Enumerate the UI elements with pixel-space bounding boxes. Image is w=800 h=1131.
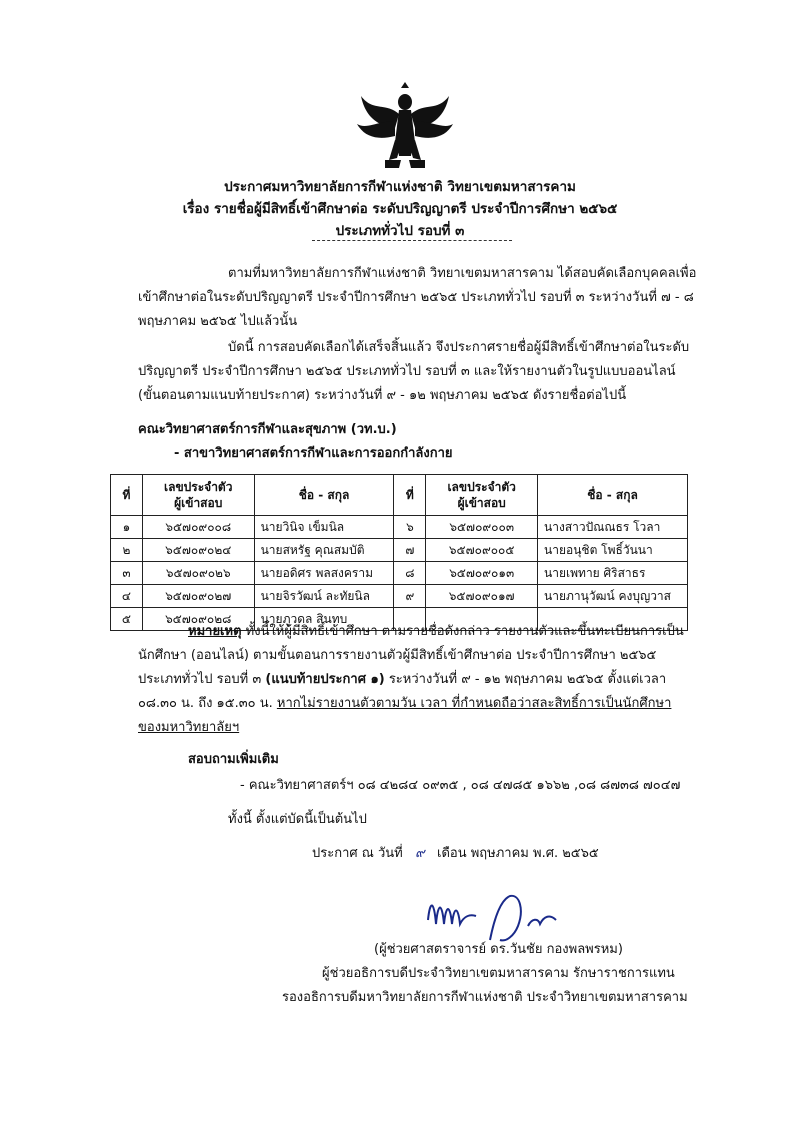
intro-p2-line1: บัดนี้ การสอบคัดเลือกได้เสร็จสิ้นแล้ว จึงประกาศรายชื่อผู้มีสิทธิ์เข้าศึกษาต่อในระดับ [228, 340, 690, 355]
intro-p2-line2: ปริญญาตรี ประจำปีการศึกษา ๒๕๖๕ ประเภททั่วไป รอบที่ ๓ และให้รายงานตัวในรูปแบบออนไลน์ [138, 364, 676, 379]
row-no: ๙ [394, 585, 426, 608]
table-row [111, 516, 688, 539]
remark-label: หมายเหตุ [188, 624, 242, 639]
admitted-students-table [110, 474, 688, 631]
row-id: ๖๕๗๐๙๐๐๘ [142, 516, 254, 539]
faculty-heading: คณะวิทยาศาสตร์การกีฬาและสุขภาพ (วท.บ.) [138, 422, 397, 437]
intro-p1-line2: เข้าศึกษาต่อในระดับปริญญาตรี ประจำปีการศึกษา ๒๕๖๕ ประเภททั่วไป รอบที่ ๓ ระหว่างวันที่ ๗ - ๘ [138, 290, 694, 305]
row-name: นายอดิศร พลสงคราม [254, 562, 394, 585]
remark-text-3a: ประเภททั่วไป รอบที่ ๓ [138, 672, 262, 687]
row-name: นายสหรัฐ คุณสมบัติ [254, 539, 394, 562]
table-header-row [111, 475, 688, 516]
signatory-name: (ผู้ช่วยศาสตราจารย์ ดร.วันชัย กองพลพรหม) [374, 942, 623, 957]
row-id: ๖๕๗๐๙๐๒๘ [142, 608, 254, 631]
row-no: ๕ [111, 608, 143, 631]
col-name-right: ชื่อ - สกุล [538, 475, 688, 516]
col-id-left [142, 475, 254, 516]
row-name: นายอนุชิต โพธิ์วันนา [538, 539, 688, 562]
header-line-1: ประกาศมหาวิทยาลัยการกีฬาแห่งชาติ วิทยาเขตมหาสารคาม [224, 179, 576, 195]
col-id-line1: เลขประจำตัว [447, 480, 516, 494]
col-id-line2: ผู้เข้าสอบ [457, 496, 506, 510]
col-no-left: ที่ [111, 475, 143, 516]
signatory-position-1: ผู้ช่วยอธิการบดีประจำวิทยาเขตมหาสารคาม รักษาราชการแทน [322, 966, 675, 981]
header-line-2: เรื่อง รายชื่อผู้มีสิทธิ์เข้าศึกษาต่อ ระดับปริญญาตรี ประจำปีการศึกษา ๒๕๖๕ [182, 201, 618, 217]
remark-line1 [188, 620, 684, 644]
row-no: ๑ [111, 516, 143, 539]
remark-text-1: ทั้งนี้ให้ผู้มีสิทธิ์เข้าศึกษา ตามรายชื่อดังกล่าว รายงานตัวและขึ้นทะเบียนการเป็น [245, 624, 684, 639]
announce-prefix: ประกาศ ณ วันที่ [312, 846, 403, 861]
effective-line: ทั้งนี้ ตั้งแต่บัดนี้เป็นต้นไป [228, 812, 367, 827]
intro-p2-line3: (ขั้นตอนตามแนบท้ายประกาศ) ระหว่างวันที่ ๙ - ๑๒ พฤษภาคม ๒๕๖๕ ดังรายชื่อต่อไปนี้ [138, 388, 627, 403]
inquiry-phones: - คณะวิทยาศาสตร์ฯ ๐๘ ๔๒๘๔ ๐๙๓๕ , ๐๘ ๔๗๘๕ ๑๖๖๒ ,๐๘ ๘๗๓๘ ๗๐๔๗ [240, 778, 681, 793]
row-no: ๔ [111, 585, 143, 608]
row-name: นายวินิจ เข็มนิล [254, 516, 394, 539]
row-name: นางสาวปัณณธร โวลา [538, 516, 688, 539]
row-no: ๘ [394, 562, 426, 585]
remark-text-3c: ระหว่างวันที่ ๙ - ๑๒ พฤษภาคม ๒๕๖๕ ตั้งแต่เวลา [388, 672, 667, 687]
row-id: ๖๕๗๐๙๐๑๗ [426, 585, 538, 608]
remark-warning: หากไม่รายงานตัวตามวัน เวลา ที่กำหนดถือว่าสละสิทธิ์การเป็นนักศึกษา [276, 696, 672, 711]
announce-suffix: เดือน พฤษภาคม พ.ศ. ๒๕๖๕ [437, 846, 599, 861]
remark-line2: นักศึกษา (ออนไลน์) ตามขั้นตอนการรายงานตัวผู้มีสิทธิ์เข้าศึกษาต่อ ประจำปีการศึกษา ๒๕๖๕ [138, 648, 657, 663]
announce-line [312, 842, 599, 866]
col-id-line2: ผู้เข้าสอบ [174, 496, 223, 510]
remark-line3 [138, 668, 666, 692]
row-name: นายภานุวัฒน์ คงบุญวาส [538, 585, 688, 608]
row-id: ๖๕๗๐๙๐๒๔ [142, 539, 254, 562]
row-no: ๒ [111, 539, 143, 562]
col-id-right [426, 475, 538, 516]
row-id: ๖๕๗๐๙๐๒๖ [142, 562, 254, 585]
header-line-3: ประเภททั่วไป รอบที่ ๓ [335, 223, 465, 239]
major-heading: - สาขาวิทยาศาสตร์การกีฬาและการออกกำลังกาย [174, 446, 453, 461]
inquiry-title: สอบถามเพิ่มเติม [188, 752, 279, 767]
col-name-left: ชื่อ - สกุล [254, 475, 394, 516]
remark-line4 [138, 692, 671, 716]
table-row [111, 539, 688, 562]
row-name: นายภูวดล สินทบ [254, 608, 394, 631]
garuda-emblem-icon [355, 82, 455, 174]
header-divider [312, 240, 512, 241]
col-id-line1: เลขประจำตัว [164, 480, 233, 494]
row-name: นายเพทาย ศิริสาธร [538, 562, 688, 585]
row-no: ๗ [394, 539, 426, 562]
row-id: ๖๕๗๐๙๐๐๓ [426, 516, 538, 539]
row-id: ๖๕๗๐๙๐๒๗ [142, 585, 254, 608]
remark-attachment: (แนบท้ายประกาศ ๑) [265, 672, 385, 687]
intro-p1-line1: ตามที่มหาวิทยาลัยการกีฬาแห่งชาติ วิทยาเขตมหาสารคาม ได้สอบคัดเลือกบุคคลเพื่อ [228, 266, 697, 281]
signatory-position-2: รองอธิการบดีมหาวิทยาลัยการกีฬาแห่งชาติ ประจำวิทยาเขตมหาสารคาม [282, 990, 688, 1005]
table-row [111, 585, 688, 608]
row-no: ๖ [394, 516, 426, 539]
intro-p1-line3: พฤษภาคม ๒๕๖๕ ไปแล้วนั้น [138, 314, 298, 329]
row-id: ๖๕๗๐๙๐๐๕ [426, 539, 538, 562]
remark-time: ๐๘.๓๐ น. ถึง ๑๕.๓๐ น. [138, 696, 273, 711]
remark-line5: ของมหาวิทยาลัยฯ [138, 720, 240, 735]
col-no-right: ที่ [394, 475, 426, 516]
announce-day: ๙ [415, 846, 425, 861]
row-id: ๖๕๗๐๙๐๑๓ [426, 562, 538, 585]
table-row [111, 562, 688, 585]
row-name: นายจิรวัฒน์ ละทัยนิล [254, 585, 394, 608]
row-no: ๓ [111, 562, 143, 585]
